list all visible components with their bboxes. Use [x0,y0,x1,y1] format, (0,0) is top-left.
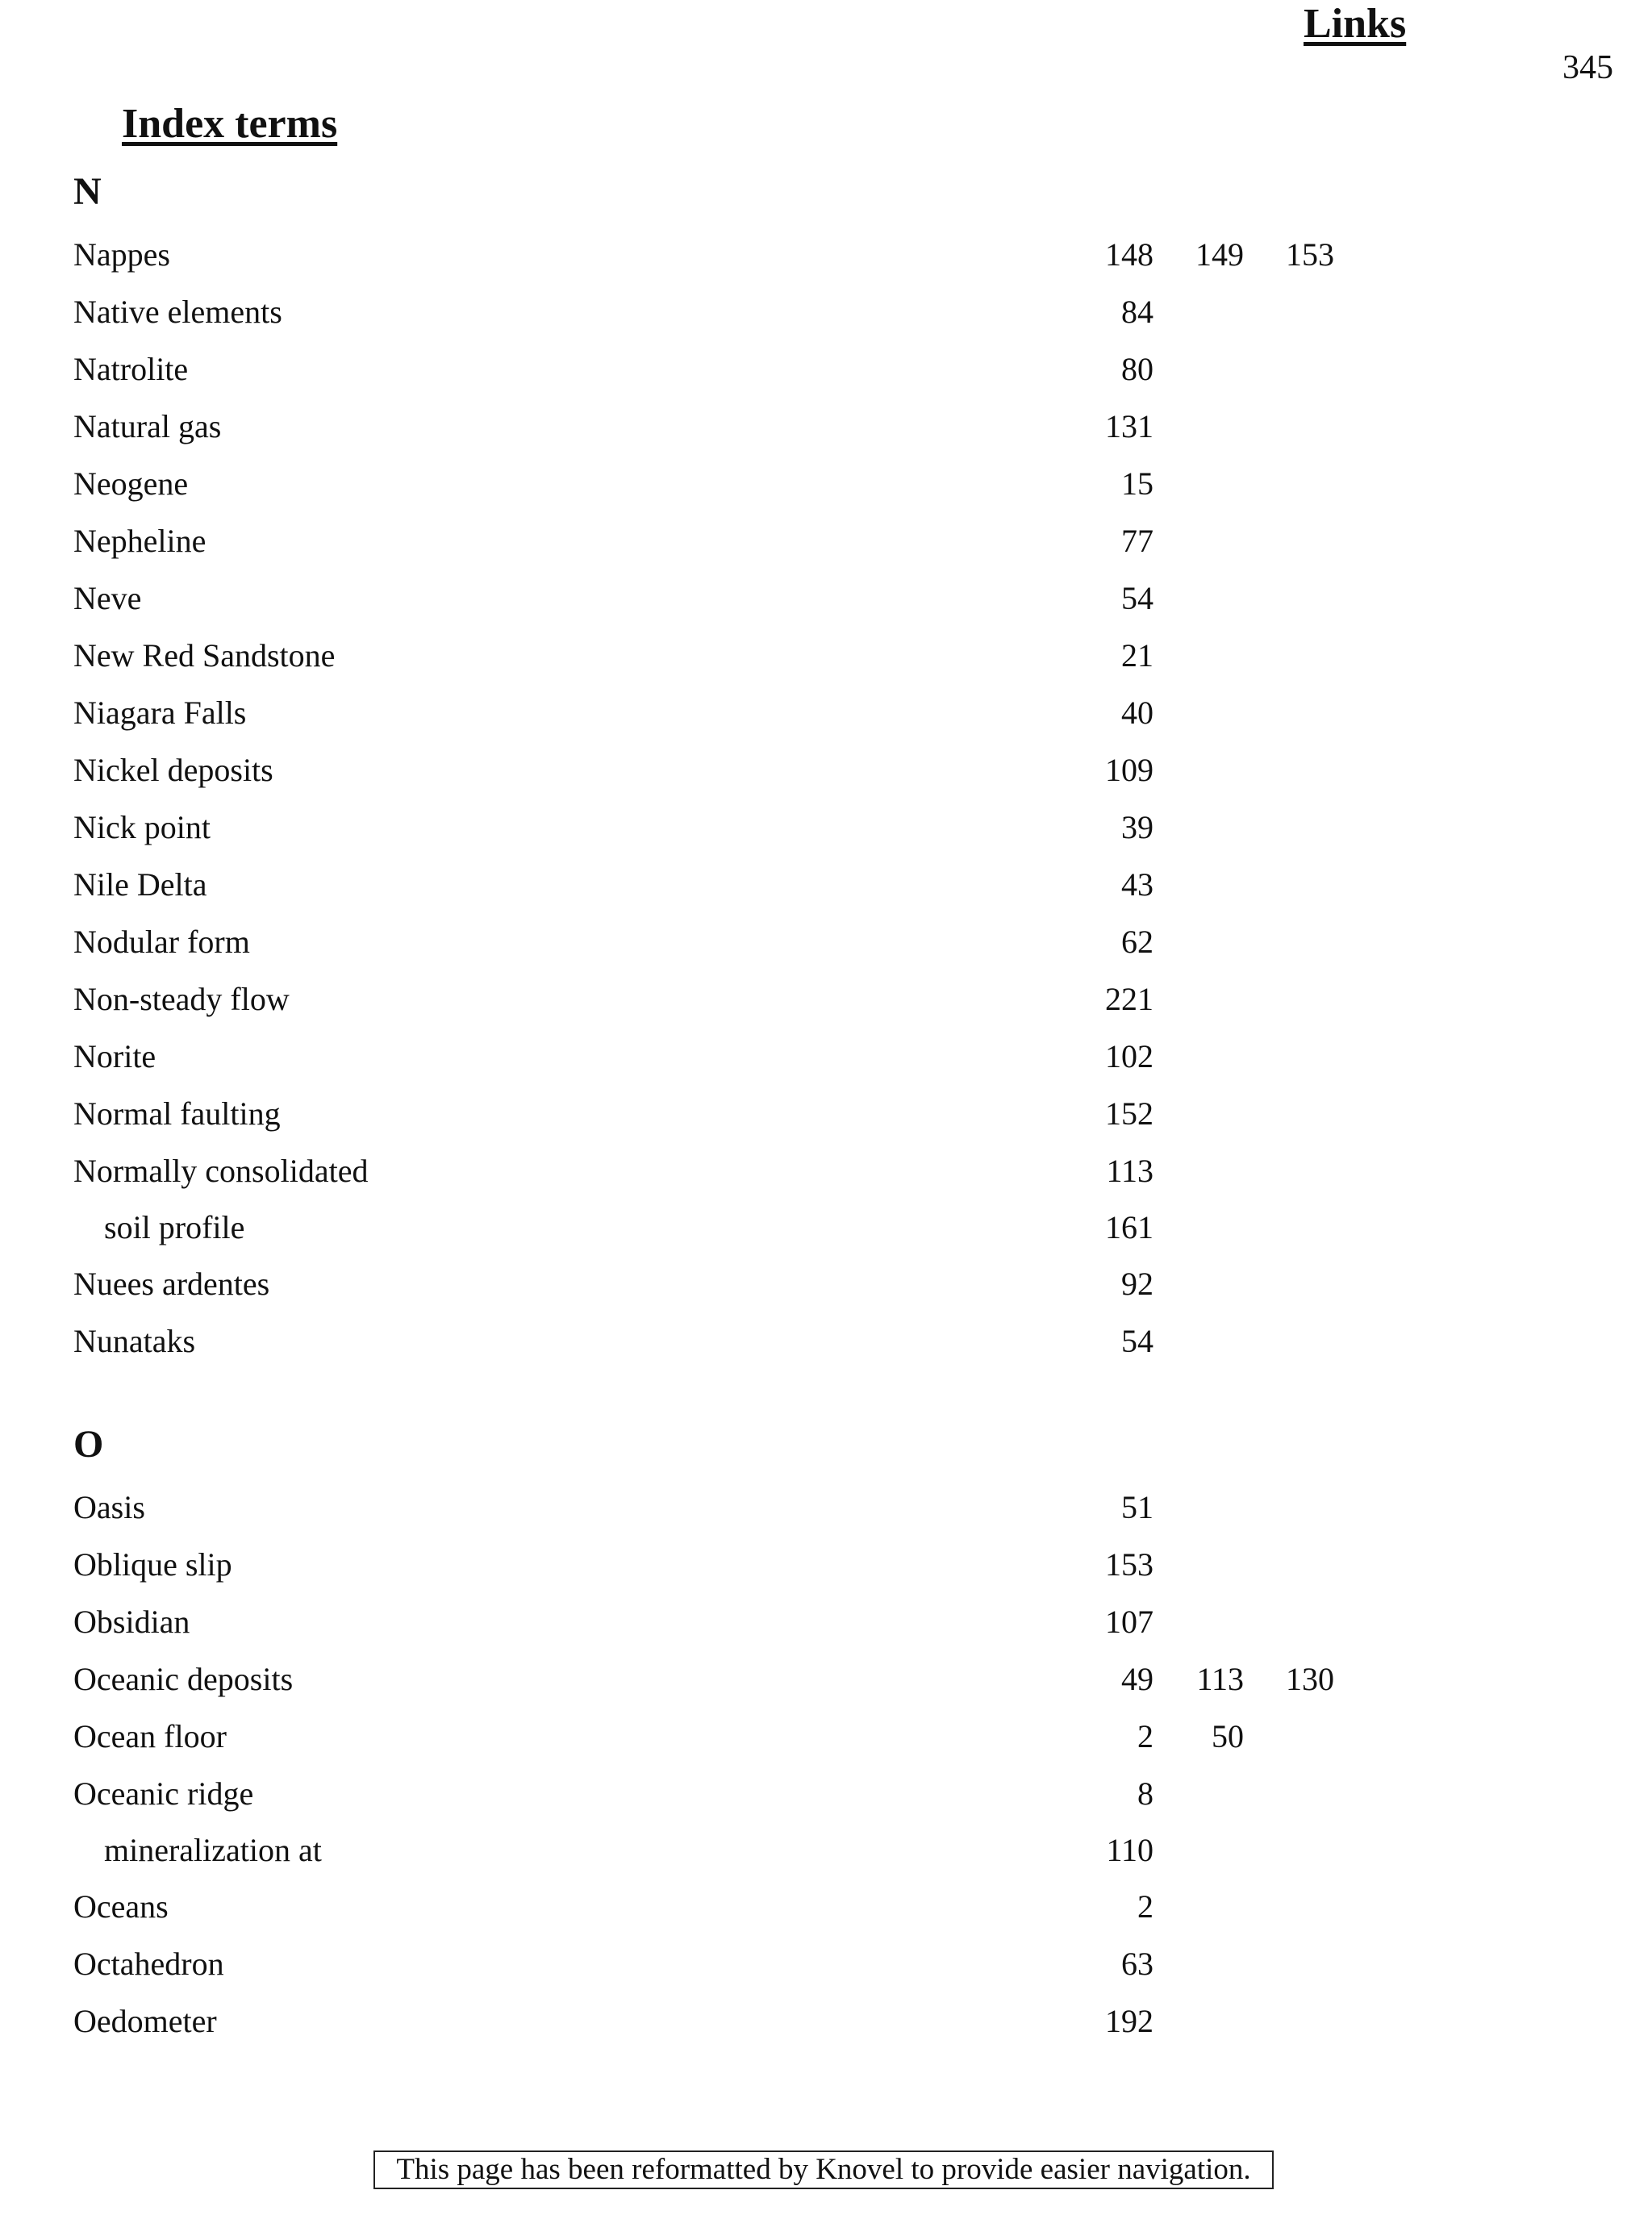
page-link[interactable]: 148 [1105,236,1153,273]
knovel-footer-note: This page has been reformatted by Knovel to provide easier navigation. [373,2150,1274,2189]
links-header: Links [1304,1,1407,47]
page-link[interactable]: 50 [1212,1718,1244,1754]
index-entry [0,970,1652,1028]
entry-list [0,226,1652,1370]
page-link[interactable]: 54 [1121,1323,1153,1359]
index-term: soil profile [104,1209,245,1245]
page-link[interactable]: 192 [1105,2003,1153,2039]
index-term: Neve [73,580,142,616]
index-term: Norite [73,1038,156,1074]
index-term: Octahedron [73,1946,224,1982]
index-entry [0,1708,1652,1765]
page-link[interactable]: 113 [1106,1153,1153,1189]
page-link[interactable]: 63 [1121,1946,1153,1982]
section-letter: O [73,1423,104,1466]
index-entry [0,1650,1652,1708]
page-link[interactable]: 2 [1137,1888,1153,1925]
page-link[interactable]: 161 [1105,1209,1153,1245]
page-link[interactable]: 107 [1105,1604,1153,1640]
index-term: Nuees ardentes [73,1266,270,1302]
page-link[interactable]: 39 [1121,809,1153,845]
index-entry [0,1142,1652,1199]
index-entry [0,1085,1652,1142]
index-entry [0,1765,1652,1822]
index-entry [0,283,1652,340]
page-link[interactable]: 2 [1137,1718,1153,1754]
index-term: Oedometer [73,2003,217,2039]
page-number: 345 [1562,49,1613,86]
page-link[interactable]: 92 [1121,1266,1153,1302]
page-link[interactable]: 152 [1105,1095,1153,1132]
index-term: Normal faulting [73,1095,281,1132]
index-subentry [0,1822,1652,1878]
index-entry [0,1935,1652,1992]
index-term: mineralization at [104,1832,322,1868]
index-term: Nappes [73,236,170,273]
index-term: Nunataks [73,1323,196,1359]
index-subentry [0,1199,1652,1255]
page-link[interactable]: 43 [1121,866,1153,903]
page-link[interactable]: 153 [1105,1546,1153,1583]
page-link[interactable]: 102 [1105,1038,1153,1074]
index-entry [0,569,1652,627]
page-link[interactable]: 84 [1121,294,1153,330]
index-entry [0,340,1652,398]
section-letter: N [73,170,102,213]
page-link[interactable]: 49 [1121,1661,1153,1697]
index-entry [0,455,1652,512]
index-term: Normally consolidated [73,1153,369,1189]
index-term: Oceanic ridge [73,1775,254,1812]
page-link[interactable]: 21 [1121,637,1153,674]
page-link[interactable]: 149 [1195,236,1244,273]
page-link[interactable]: 153 [1286,236,1334,273]
index-entry [0,627,1652,684]
index-terms-header: Index terms [122,101,338,147]
index-entry [0,1479,1652,1536]
entry-list [0,1479,1652,2050]
index-entry [0,1028,1652,1085]
index-entry [0,684,1652,741]
index-term: Obsidian [73,1604,190,1640]
index-term: Nepheline [73,523,206,559]
index-term: Natural gas [73,408,222,444]
page-link[interactable]: 221 [1105,981,1153,1017]
index-term: Natrolite [73,351,189,387]
index-entry [0,1593,1652,1650]
page-link[interactable]: 40 [1121,695,1153,731]
index-entry [0,799,1652,856]
index-term: Nile Delta [73,866,207,903]
index-entry [0,398,1652,455]
index-entry [0,1255,1652,1312]
index-term: New Red Sandstone [73,637,336,674]
page-link[interactable]: 62 [1121,924,1153,960]
index-term: Oceans [73,1888,169,1925]
index-term: Neogene [73,465,189,502]
index-term: Oceanic deposits [73,1661,294,1697]
index-term: Niagara Falls [73,695,247,731]
index-entry [0,1878,1652,1935]
page-link[interactable]: 80 [1121,351,1153,387]
index-term: Nickel deposits [73,752,273,788]
index-entry [0,1312,1652,1370]
index-term: Ocean floor [73,1718,227,1754]
index-term: Non-steady flow [73,981,290,1017]
index-term: Nodular form [73,924,250,960]
index-entry [0,1992,1652,2050]
page-link[interactable]: 110 [1106,1832,1153,1868]
page-link[interactable]: 113 [1196,1661,1244,1697]
index-term: Oasis [73,1489,145,1525]
page-link[interactable]: 77 [1121,523,1153,559]
index-entry [0,856,1652,913]
index-entry [0,226,1652,283]
page-link[interactable]: 51 [1121,1489,1153,1525]
page-link[interactable]: 54 [1121,580,1153,616]
index-entry [0,741,1652,799]
page-link[interactable]: 15 [1121,465,1153,502]
page-link[interactable]: 131 [1105,408,1153,444]
index-entry [0,1536,1652,1593]
page-link[interactable]: 109 [1105,752,1153,788]
page-link[interactable]: 130 [1286,1661,1334,1697]
index-term: Nick point [73,809,211,845]
index-term: Oblique slip [73,1546,232,1583]
index-entry [0,913,1652,970]
index-entry [0,512,1652,569]
page-link[interactable]: 8 [1137,1775,1153,1812]
index-term: Native elements [73,294,282,330]
